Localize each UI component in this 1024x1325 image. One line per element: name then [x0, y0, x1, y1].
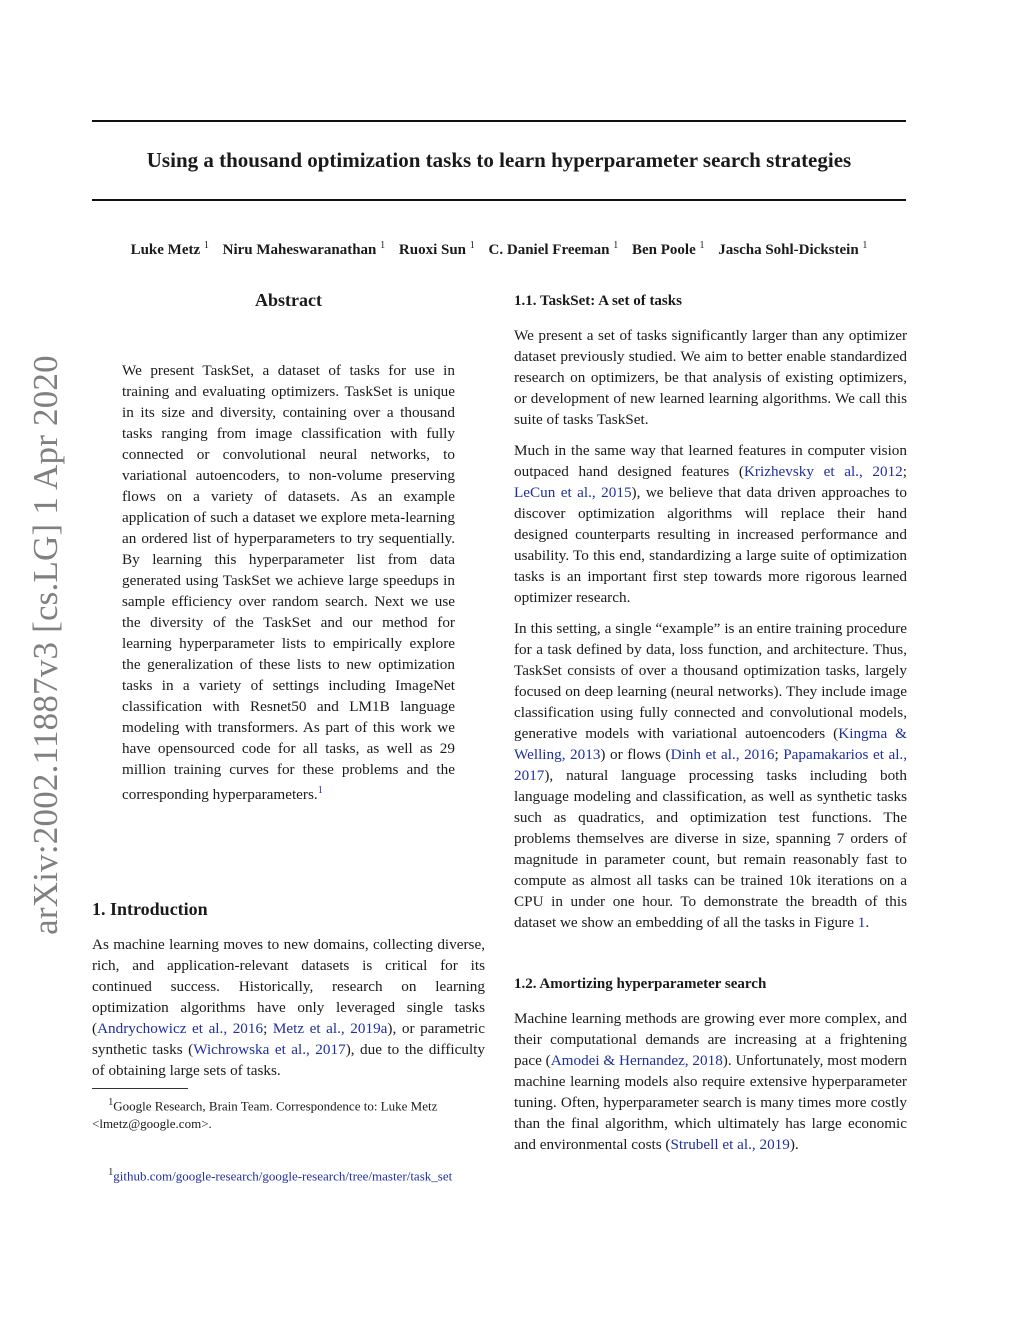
introduction-heading: 1. Introduction [92, 899, 208, 919]
figure-link[interactable]: 1 [857, 914, 866, 931]
footnote-divider [92, 1088, 188, 1089]
citation-link[interactable]: Papamakarios et al., 2017 [514, 746, 908, 784]
author [489, 242, 619, 258]
citation-link[interactable]: Amodei & Hernandez, 2018 [550, 1052, 723, 1069]
text-run: ; [774, 746, 784, 763]
title-rule-bottom [92, 199, 906, 201]
paragraph [514, 1008, 907, 1155]
author [223, 242, 386, 258]
text-run: ), we believe that data driven approaches to discover optimization algorithms will replace their hand designed counterparts resulting in increased performance and usability. To this end, standardizing a large suite of optimization tasks is an important first step towards more rigorous learned optimizer research. [514, 484, 907, 606]
introduction-paragraph [92, 934, 485, 1081]
text-run: In this setting, a single “example” is an entire training procedure for a task defined by data, loss function, and architecture. Thus, TaskSet consists of over a thousand optimization tasks, largely focused on deep learning (neural networks). They include image classification using fully connected and convolutional models, generative models with variational autoencoders ( [514, 620, 907, 742]
text-run: ), due to the difficulty of obtaining large sets of tasks. [92, 1041, 485, 1079]
section-1-2-body [514, 1008, 907, 1165]
author-name: Luke Metz [130, 242, 201, 258]
text-run: Much in the same way that learned features in computer vision outpaced hand designed features ( [514, 442, 907, 480]
section-1-2-heading: 1.2. Amortizing hyperparameter search [514, 976, 767, 992]
arxiv-identifier: arXiv:2002.11887v3 [cs.LG] 1 Apr 2020 [26, 355, 65, 935]
author-name: C. Daniel Freeman [488, 242, 610, 258]
abstract-paragraph: We present TaskSet, a dataset of tasks for use in training and evaluating optimizers. TaskSet is unique in its size and diversity, containing over a thousand tasks ranging from image classification with fully connected or convolutional neural networks, to variational autoencoders, to non-volume preserving flows on a variety of datasets. As an example application of such a dataset we explore meta-learning an ordered list of hyperparameters to try sequentially. By learning this hyperparameter list from data generated using TaskSet we achieve large speedups in sample efficiency over random search. Next we use the diversity of the TaskSet and our method for learning hyperparameter lists to empirically explore the generalization of these lists to new optimization tasks in a variety of settings including ImageNet classification with Resnet50 and LM1B language modeling with transformers. As part of this work we have opensourced code for all tasks, as well as 29 million training curves for these problems and the corresponding hyperparameters. [122, 362, 455, 804]
text-run: ), natural language processing tasks including both language modeling and classification, as well as synthetic tasks such as quadratics, and optimization test functions. The problems themselves are diverse in size, spanning 7 orders of magnitude in parameter count, but remain reasonably fast to compute as almost all tasks can be trained 10k iterations on a CPU in under one hour. To demonstrate the breadth of this dataset we show an embedding of all the tasks in Figure [514, 767, 907, 931]
paragraph [514, 440, 907, 608]
text-run: ). [789, 1136, 799, 1153]
author [632, 242, 705, 258]
author-affiliation: 1 [699, 240, 705, 251]
author-name: Ben Poole [631, 242, 696, 258]
author-affiliation: 1 [203, 240, 209, 251]
abstract-heading: Abstract [255, 290, 322, 310]
footnote-code-link [92, 1164, 485, 1185]
citation-link[interactable]: Wichrowska et al., 2017 [193, 1041, 346, 1058]
text-run: ; [902, 463, 907, 480]
footnote-text: Google Research, Brain Team. Correspondence to: Luke Metz <lmetz@google.com>. [92, 1098, 438, 1132]
footnote-link[interactable]: 1 [317, 785, 323, 796]
author-name: Ruoxi Sun [398, 242, 467, 258]
citation-link[interactable]: Andrychowicz et al., 2016 [97, 1020, 264, 1037]
footnote-mark: 1 [108, 1097, 114, 1108]
text-run: ). Unfortunately, most modern machine learning models also require extensive hyperparameter tuning. Often, hyperparameter search is many times more costly than the final algorithm, which ultimately has large economic and environmental costs ( [514, 1052, 908, 1153]
author [131, 242, 209, 258]
author-affiliation: 1 [613, 240, 619, 251]
citation-link[interactable]: Dinh et al., 2016 [670, 746, 775, 763]
citation-link[interactable]: Kingma & Welling, 2013 [514, 725, 907, 763]
citation-link[interactable]: Metz et al., 2019a [272, 1020, 388, 1037]
citation-link[interactable]: Strubell et al., 2019 [670, 1136, 790, 1153]
citation-link[interactable]: Krizhevsky et al., 2012 [743, 463, 903, 480]
citation-link[interactable]: LeCun et al., 2015 [514, 484, 632, 501]
text-run: ) or flows ( [600, 746, 671, 763]
abstract-text [122, 360, 455, 805]
paragraph: We present a set of tasks significantly larger than any optimizer dataset previously studied. We aim to better enable standardized research on optimizers, be that analysis of existing optimizers, or development of new learned learning algorithms. We call this suite of tasks TaskSet. [514, 327, 907, 428]
author-name: Jascha Sohl-Dickstein [718, 242, 859, 258]
footnote-affiliation [92, 1094, 485, 1133]
introduction-body [92, 934, 485, 1091]
text-run: ; [263, 1020, 273, 1037]
github-link[interactable]: github.com/google-research/google-research/tree/master/task_set [113, 1168, 453, 1184]
section-1-1-body [514, 325, 907, 943]
paper-title: Using a thousand optimization tasks to learn hyperparameter search strategies [146, 148, 852, 172]
author-list [92, 236, 906, 260]
author-affiliation: 1 [862, 240, 868, 251]
title-rule-top [92, 120, 906, 122]
author [399, 242, 475, 258]
text-run: . [865, 914, 870, 931]
text-run: ), or parametric synthetic tasks ( [92, 1020, 485, 1058]
author-name: Niru Maheswaranathan [222, 242, 377, 258]
author-affiliation: 1 [380, 240, 386, 251]
text-run: Machine learning methods are growing ever more complex, and their computational demands are increasing at a frightening pace ( [514, 1010, 907, 1069]
abstract-body [122, 360, 455, 815]
text-run: As machine learning moves to new domains, collecting diverse, rich, and application-relevant datasets is critical for its continued success. Historically, research on learning optimization algorithms have only leveraged single tasks ( [92, 936, 485, 1037]
section-1-1-heading: 1.1. TaskSet: A set of tasks [514, 293, 682, 309]
paragraph [514, 618, 907, 933]
footnote-mark: 1 [108, 1167, 114, 1178]
author-affiliation: 1 [469, 240, 475, 251]
author [718, 242, 867, 258]
